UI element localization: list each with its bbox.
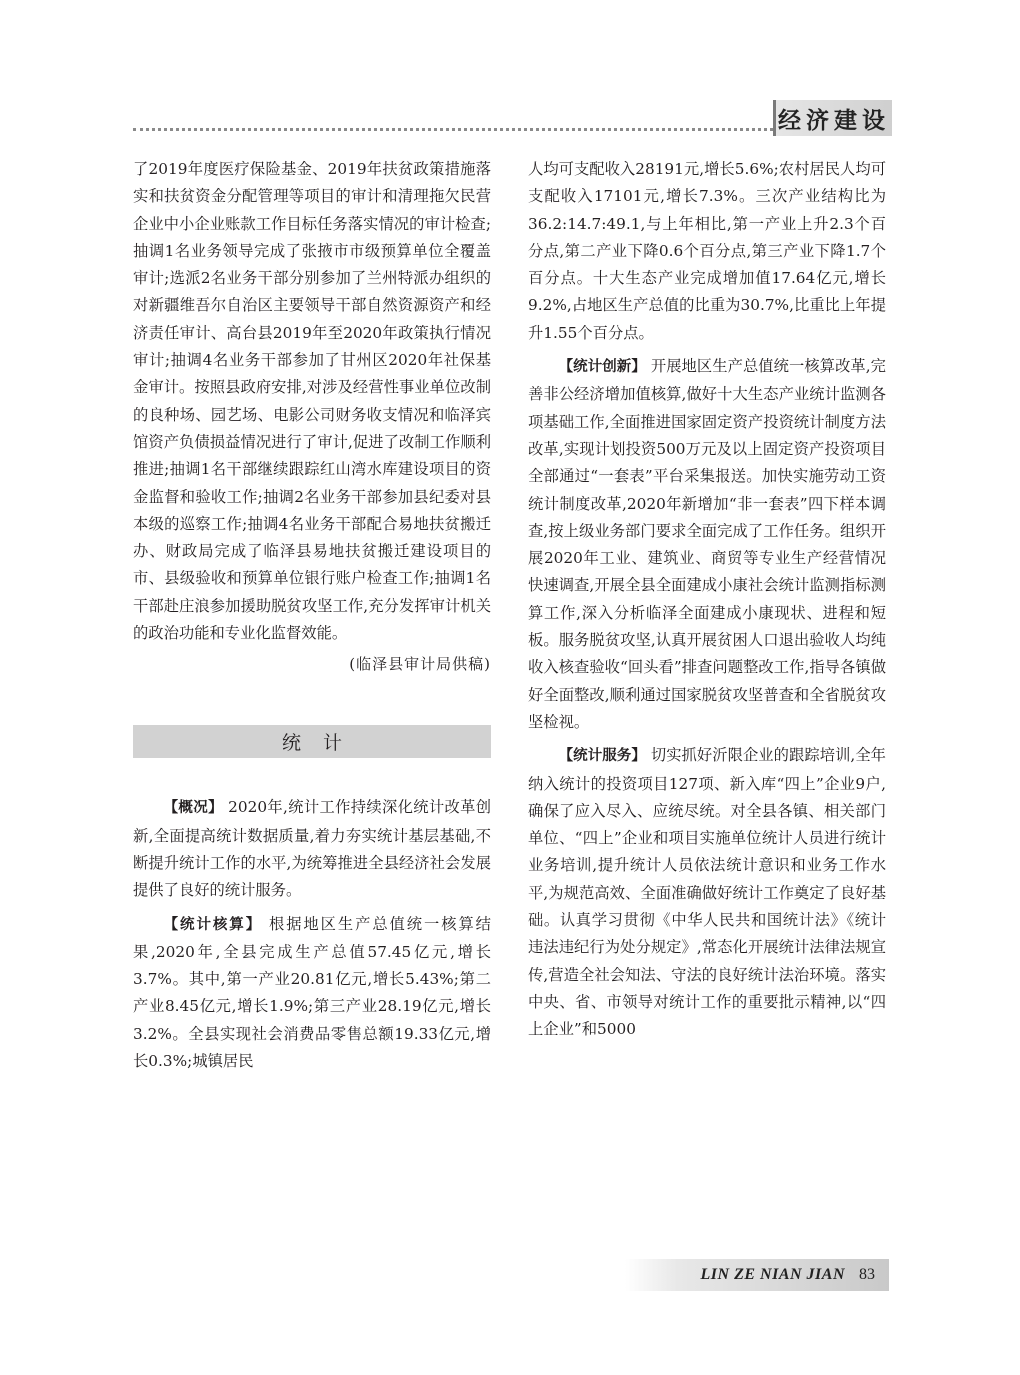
income-continuation-paragraph: 人均可支配收入28191元,增长5.6%;农村居民人均可支配收入17101元,增长7.3%。三次产业结构比为36.2:14.7:49.1,与上年相比,第一产业上升2.3个百分点,第二产业下降0.6个百分点,第三产业下降1.7个百分点。十大生态产业完成增加值17.64亿元,增长9.2%,占地区生产总值的比重为30.7%,比重比上年提升1.55个百分点。 — [528, 160, 886, 342]
page-number: 83 — [859, 1266, 875, 1283]
journal-name: LIN ZE NIAN JIAN — [700, 1266, 845, 1283]
source-note: (临泽县审计局供稿) — [349, 655, 491, 674]
overview-keyword: 【概况】 — [163, 800, 223, 817]
service-keyword: 【统计服务】 — [558, 748, 646, 765]
accounting-text: 根据地区生产总值统一核算结果,2020年,全县完成生产总值57.45亿元,增长3.7%。其中,第一产业20.81亿元,增长5.43%;第二产业8.45亿元,增长1.9%;第三产业28.19亿元,增长3.2%。全县实现社会消费品零售总额19.33亿元,增长0.3%;城镇居民 — [133, 914, 491, 1071]
innovation-keyword: 【统计创新】 — [558, 359, 646, 376]
service-text: 切实抓好沂限企业的跟踪培训,全年纳入统计的投资项目127项、新入库“四上”企业9户,确保了应入尽入、应统尽统。对全县各镇、相关部门单位、“四上”企业和项目实施单位统计人员进行统计业务培训,提升统计人员依法统计意识和业务工作水平,为规范高效、全面准确做好统计工作奠定了良好基础。认真学习贯彻《中华人民共和国统计法》《统计违法违纪行为处分规定》,常态化开展统计法律法规宣传,营造全社会知法、守法的良好统计法治环境。落实中央、省、市领导对统计工作的重要批示精神,以“四上企业”和5000 — [528, 746, 886, 1039]
section-tag: 经济建设 — [773, 100, 892, 136]
overview-text: 2020年,统计工作持续深化统计改革创新,全面提高统计数据质量,着力夯实统计基层基础,不断提升统计工作的水平,为统筹推进全县经济社会发展提供了良好的统计服务。 — [133, 798, 492, 900]
audit-paragraph: 了2019年度医疗保险基金、2019年扶贫政策措施落实和扶贫资金分配管理等项目的审计和清理拖欠民营企业中小企业账款工作目标任务落实情况的审计检查;抽调1名业务领导完成了张掖市市级预算单位全覆盖审计;选派2名业务干部分别参加了兰州特派办组织的对新疆维吾尔自治区主要领导干部自然资源资产和经济责任审计、高台县2019年至2020年政策执行情况审计;抽调4名业务干部参加了甘州区2020年社保基金审计。按照县政府安排,对涉及经营性事业单位改制的良种场、园艺场、电影公司财务收支情况和临泽宾馆资产负债损益情况进行了审计,促进了改制工作顺利推进;抽调1名干部继续跟踪红山湾水库建设项目的资金监督和验收工作;抽调2名业务干部参加县纪委对县本级的巡察工作;抽调4名业务干部配合易地扶贫搬迁办、财政局完成了临泽县易地扶贫搬迁建设项目的市、县级验收和预算单位银行账户检查工作;抽调1名干部赴庄浪参加援助脱贫攻坚工作,充分发挥审计机关的政治功能和专业化监督效能。 — [133, 160, 491, 643]
accounting-keyword: 【统计核算】 — [163, 916, 263, 933]
left-column — [133, 156, 491, 1075]
accounting-paragraph — [133, 911, 491, 1076]
innovation-paragraph — [528, 353, 886, 736]
innovation-text: 开展地区生产总值统一核算改革,完善非公经济增加值核算,做好十大生态产业统计监测各项基础工作,全面推进国家固定资产投资统计制度方法改革,实现计划投资500万元及以上固定资产投资项目全部通过“一套表”平台采集报送。加快实施劳动工资统计制度改革,2020年新增加“非一套表”四下样本调查,按上级业务部门要求全面完成了工作任务。组织开展2020年工业、建筑业、商贸等专业生产经营情况快速调查,开展全县全面建成小康社会统计监测指标测算工作,深入分析临泽全面建成小康现状、进程和短板。服务脱贫攻坚,认真开展贫困人口退出验收人均纯收入核查验收“回头看”排查问题整改工作,指导各镇做好全面整改,顺利通过国家脱贫攻坚普查和全省脱贫攻坚检视。 — [528, 357, 886, 731]
footer-band — [625, 1259, 889, 1291]
right-column — [528, 156, 886, 1044]
section-heading: 统计 — [133, 725, 491, 758]
header-dotted-rule — [133, 128, 773, 131]
overview-paragraph — [133, 794, 491, 904]
service-paragraph — [528, 742, 886, 1043]
